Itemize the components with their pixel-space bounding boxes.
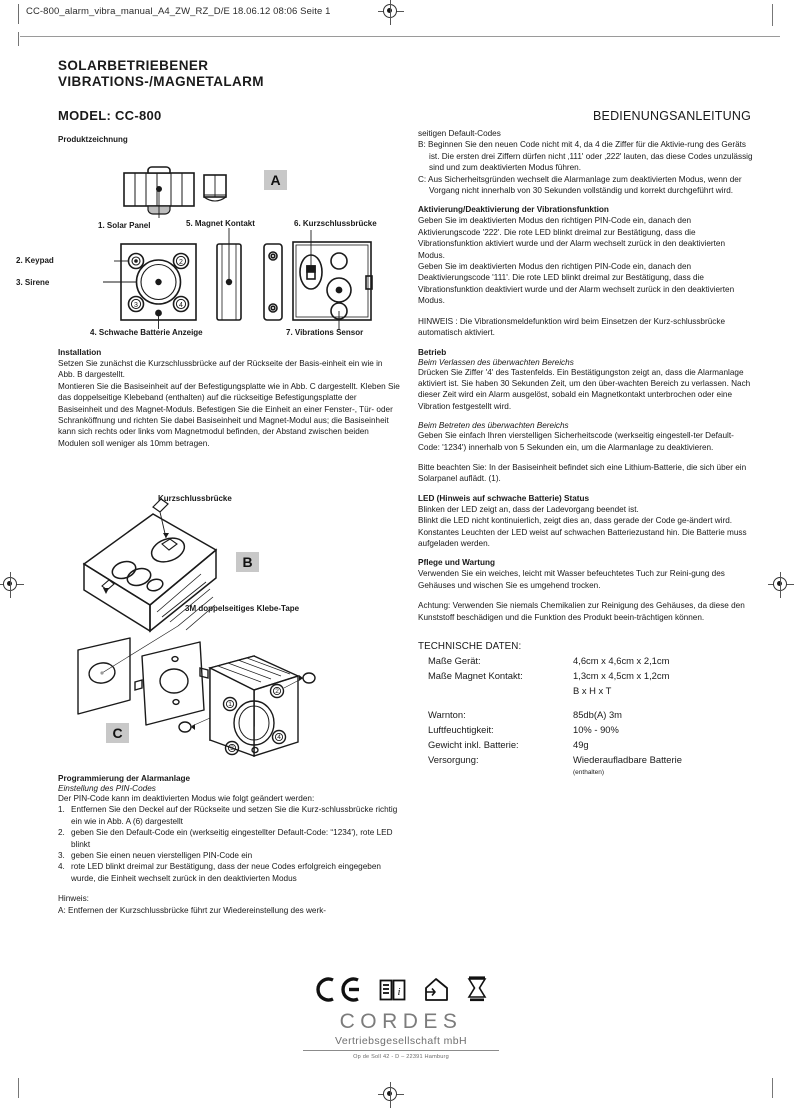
- table-row: [428, 723, 682, 738]
- step-text: Entfernen Sie den Deckel auf der Rückseite und setzen Sie die Kurz-schlussbrücke richtig ein wie in Abb. A (6) dargestellt: [71, 805, 398, 826]
- table-row: [428, 684, 682, 699]
- table-row: [428, 753, 682, 782]
- brand-divider: [303, 1050, 499, 1051]
- table-row: [428, 699, 682, 708]
- trim-rule: [20, 36, 780, 37]
- proof-rule: [18, 4, 19, 24]
- callout-1-solar-panel: 1. Solar Panel: [98, 221, 151, 230]
- figure-a-svg: [58, 148, 403, 338]
- programming-section: [58, 774, 400, 916]
- figure-c-mounting: [58, 604, 403, 790]
- callout-7-vibrations-sensor: 7. Vibrations Sensor: [286, 328, 364, 337]
- page-title-line2: VIBRATIONS-/MAGNETALARM: [58, 74, 264, 89]
- list-item: [58, 861, 400, 884]
- list-item: [58, 850, 400, 861]
- operation-subheading-2: Beim Betreten des überwachten Bereichs: [418, 421, 569, 431]
- table-row: [428, 738, 682, 753]
- table-row: [428, 654, 682, 669]
- tech-key: Maße Magnet Kontakt:: [428, 670, 523, 681]
- tech-key: Luftfeuchtigkeit:: [428, 723, 494, 735]
- registration-mark-bottom-icon: [378, 1082, 404, 1108]
- led-status-heading: LED (Hinweis auf schwache Batterie) Status: [418, 493, 590, 503]
- registration-mark-top-icon: [378, 0, 404, 25]
- list-item: [58, 804, 400, 827]
- step-text: geben Sie einen neuen vierstelligen PIN-Code ein: [71, 851, 253, 861]
- led-paragraph-1: Blinken der LED zeigt an, dass der Ladevorgang beendet ist.: [418, 504, 639, 514]
- operation-heading: Betrieb: [418, 347, 447, 357]
- tech-key: [428, 684, 573, 699]
- right-column: [418, 128, 754, 781]
- brand-address: Op de Soll 42 - D – 22391 Hamburg: [353, 1054, 449, 1060]
- vibration-hint: HINWEIS : Die Vibrationsmeldefunktion wird beim Einsetzen der Kurz-schlussbrücke automatisch aktiviert.: [418, 316, 726, 338]
- programming-note-a: A: Entfernen der Kurzschlussbrücke führt zur Wiedereinstellung des werk-: [58, 905, 327, 915]
- weee-bin-icon: [466, 976, 488, 1002]
- installation-section: [58, 348, 400, 449]
- programming-steps-list: [58, 804, 400, 884]
- page-footer: [0, 968, 802, 1060]
- tech-data-table: [428, 654, 682, 781]
- care-paragraph-2: Achtung: Verwenden Sie niemals Chemikalien zur Reinigung des Gehäuses, da diese den Kunststoff beschädigen und die Funktion des Produkt beein-trächtigen können.: [418, 601, 745, 622]
- keypad-digit-2: 2: [179, 259, 183, 266]
- step-number: 3.: [58, 851, 65, 861]
- brand-name: CORDES: [339, 1010, 463, 1033]
- programming-heading: Programmierung der Alarmanlage: [58, 774, 191, 783]
- keypad-digit-3: 3: [134, 302, 138, 309]
- manual-type-label: BEDIENUNGSANLEITUNG: [593, 109, 751, 123]
- tech-value: 10% - 90%: [573, 723, 619, 735]
- registration-mark-right-icon: [768, 572, 794, 598]
- page-title-line1: SOLARBETRIEBENER: [58, 58, 209, 73]
- callout-2-keypad: 2. Keypad: [16, 256, 54, 265]
- care-heading: Pflege und Wartung: [418, 558, 496, 568]
- operation-paragraph-2: Geben Sie einfach Ihren vierstelligen Sicherheitscode (werkseitig eingestell-ter Default-Code: '1234') innerhalb von 5 Sekunden ein, um die Alarmanlage zu deaktivieren.: [418, 431, 734, 452]
- tech-value-note: (enthalten): [573, 769, 605, 776]
- keypad-digit-4: 4: [179, 302, 183, 309]
- product-drawing-heading: Produktzeichnung: [58, 135, 128, 144]
- svg-text:2: 2: [275, 688, 279, 695]
- figure-badge-b: B: [236, 552, 259, 572]
- operation-subheading-1: Beim Verlassen des überwachten Bereichs: [418, 357, 574, 367]
- callout-6-kurzschlussbruecke: 6. Kurzschlussbrücke: [294, 219, 377, 228]
- callout-4-battery-indicator: 4. Schwache Batterie Anzeige: [90, 328, 203, 337]
- crop-mark-bottom-right: [772, 1078, 773, 1098]
- proof-filename-label: CC-800_alarm_vibra_manual_A4_ZW_RZ_D/E 18.06.12 08:06 Seite 1: [26, 6, 331, 17]
- tech-value: 1,3cm x 4,5cm x 1,2cm: [573, 670, 670, 681]
- note-b: B: Beginnen Sie den neuen Code nicht mit 4, da 4 die Ziffer für die Aktivie-rung des Geräts ist. Die ersten drei Ziffern dürfen nicht ‚111' oder ‚222' lauten, das diese Codes unzulässig sind und zum deaktivierten Modus führen.: [418, 140, 753, 173]
- read-manual-icon: [379, 978, 406, 1002]
- crop-mark-bottom-left: [18, 1078, 19, 1098]
- figure-a-product-drawing: [16, 148, 403, 338]
- svg-text:3: 3: [230, 745, 234, 752]
- tech-value: Wiederaufladbare Batterie: [573, 753, 682, 765]
- operation-paragraph-1: Drücken Sie Ziffer '4' des Tastenfelds. Ein Bestätigungston zeigt an, dass die Alarmanlage aktiviert ist. Sie haben 30 Sekunden Zeit, um den über-wachten Bereich zu verlassen. Nach dieser Zeit wird ein Alarm ausgelöst, sobald ein Magnetkontakt unterbrochen oder eine Vibration festgestellt wird.: [418, 367, 751, 411]
- care-paragraph-1: Verwenden Sie ein weiches, leicht mit Wasser befeuchtetes Tuch zur Reini-gung des Gehäuses und wischen Sie es umgehend trocken.: [418, 569, 725, 590]
- figure-c-svg: [58, 630, 403, 795]
- figure-badge-c: C: [106, 723, 129, 743]
- registration-mark-left-icon: [0, 572, 24, 598]
- jumper-label: Kurzschlussbrücke: [158, 494, 232, 503]
- led-paragraph-3: Konstantes Leuchten der LED weist auf schwachen Batteriezustand hin. Die Batterie muss aufgeladen werden.: [418, 527, 747, 548]
- table-row: [428, 708, 682, 723]
- tech-data-heading: TECHNISCHE DATEN:: [418, 641, 522, 652]
- vibration-paragraph-1: Geben Sie im deaktivierten Modus den richtigen PIN-Code ein, danach den Aktivierungscode '222'. Die rote LED blinkt dreimal zur Bestätigung, dass die Vibrationsfunktion aktiviert wurde und der Alarm wechselt zurück in den deaktivierten Modus.: [418, 216, 726, 260]
- tape-label: 3M doppelseitiges Klebe-Tape: [185, 604, 300, 613]
- tech-value: 85db(A) 3m: [573, 708, 622, 720]
- tech-spacer: [428, 699, 573, 708]
- installation-heading: Installation: [58, 348, 102, 357]
- indoor-use-icon: [423, 977, 449, 1002]
- tech-key: Maße Gerät:: [428, 655, 481, 666]
- installation-paragraph-2: Montieren Sie die Basiseinheit auf der Befestigungsplatte wie in Abb. C dargestellt. Kleben Sie das doppelseitige Klebeband (enthalten) auf die rückseitige Befestigungsplatte der Basiseinheit und des Magnet-Moduls. Befestigen Sie die Einheit an einer Fenster-, Tür- oder Schranköffnung und richten Sie dabei Basiseinheit und Magnet-Modul aus; die Basiseinheit kann sich rechts oder links vom Magnetmodul befinden, der Abstand zwischen beiden Modulen soll weniger als 10mm betragen.: [58, 381, 400, 448]
- note-c: C: Aus Sicherheitsgründen wechselt die Alarmanlage zum deaktivierten Modus, wenn der Vorgang nicht innerhalb von 30 Sekunden vollständig und korrekt durchgeführt wird.: [418, 174, 742, 196]
- programming-note-heading: Hinweis:: [58, 894, 89, 904]
- led-paragraph-2: Blinkt die LED nicht kontinuierlich, zeigt dies an, dass gerade der Code ge-ändert wird.: [418, 516, 733, 526]
- step-text: geben Sie den Default-Code ein (werkseitig eingestellter Default-Code: “1234'), rote LED blinkt: [71, 828, 393, 849]
- tech-value: 49g: [573, 738, 589, 750]
- operation-paragraph-3: Bitte beachten Sie: In der Basiseinheit befindet sich eine Lithium-Batterie, die sich über ein Solarpanel auflädt. (1).: [418, 462, 747, 484]
- svg-text:4: 4: [277, 734, 281, 741]
- callout-5-magnet-kontakt: 5. Magnet Kontakt: [186, 219, 255, 228]
- vibration-paragraph-2: Geben Sie im deaktivierten Modus den richtigen PIN-Code ein, danach den Deaktivierungscode '111'. Die rote LED blinkt dreimal zur Bestätigung, dass die Vibrationsfunktion deaktiviert wurde und der Alarm wechselt zurück in den deaktivierten Modus.: [418, 262, 735, 306]
- brand-logo: [0, 1010, 802, 1060]
- callout-3-sirene: 3. Sirene: [16, 278, 50, 287]
- programming-subheading: Einstellung des PIN-Codes: [58, 784, 156, 793]
- vibration-heading: Aktivierung/Deaktivierung der Vibrationsfunktion: [418, 205, 609, 215]
- table-row: [428, 669, 682, 684]
- step-number: 4.: [58, 862, 65, 872]
- ce-mark-icon: [315, 977, 362, 1002]
- tech-key: Versorgung:: [428, 753, 479, 765]
- list-item: [58, 827, 400, 850]
- crop-mark-top-right: [772, 4, 773, 26]
- installation-paragraph-1: Setzen Sie zunächst die Kurzschlussbrücke auf der Rückseite der Basis-einheit ein wie in Abb. B dargestellt.: [58, 359, 383, 380]
- step-text: rote LED blinkt dreimal zur Bestätigung, dass der neue Codes erfolgreich eingegeben wurde, die Einheit wechselt zurück in den deaktivierten Modus: [71, 862, 381, 883]
- tech-value: B x H x T: [573, 685, 612, 696]
- tech-key: Warnton:: [428, 708, 466, 720]
- crop-mark-top-left: [18, 32, 19, 46]
- tech-value: 4,6cm x 4,6cm x 2,1cm: [573, 655, 670, 666]
- tech-key: Gewicht inkl. Batterie:: [428, 738, 519, 750]
- svg-text:i: i: [396, 986, 401, 998]
- svg-text:1: 1: [228, 701, 232, 708]
- page-title: [58, 58, 264, 90]
- step-number: 2.: [58, 828, 65, 838]
- model-label: MODEL: CC-800: [58, 108, 162, 123]
- programming-intro: Der PIN-Code kann im deaktivierten Modus wie folgt geändert werden:: [58, 794, 315, 803]
- note-continued-line: seitigen Default-Codes: [418, 129, 501, 138]
- certification-icons-row: [0, 968, 802, 1002]
- step-number: 1.: [58, 805, 65, 815]
- figure-badge-a: A: [264, 170, 287, 190]
- brand-subtitle: Vertriebsgesellschaft mbH: [335, 1035, 467, 1047]
